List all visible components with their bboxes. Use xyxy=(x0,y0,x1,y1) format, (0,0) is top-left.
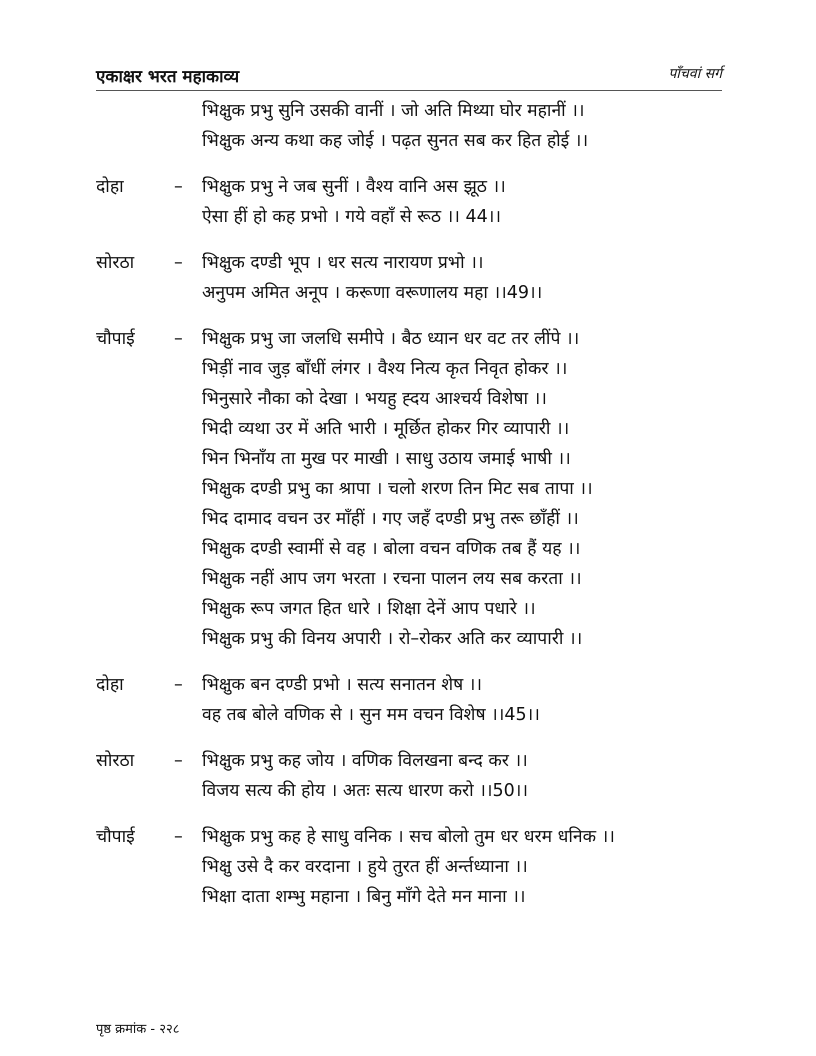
verse-line: भिक्षुक दण्डी भूप । धर सत्य नारायण प्रभो ।। xyxy=(202,253,484,273)
stanza-label: दोहा xyxy=(96,675,124,695)
stanza-label: सोरठा xyxy=(96,751,135,771)
section-title: पाँचवां सर्ग xyxy=(668,66,722,82)
verse-line: भिक्षुक प्रभु सुनि उसकी वानीं । जो अति मिथ्या घोर महानीं ।। xyxy=(202,101,585,121)
verse-line: भिड़ीं नाव जुड़ बाँधीं लंगर । वैश्य नित्य कृत निवृत होकर ।। xyxy=(202,359,568,379)
stanza-label: चौपाई xyxy=(96,329,135,349)
stanza-dash: – xyxy=(174,675,183,695)
stanza-continuation xyxy=(96,96,724,156)
verse-line: भिक्षुक प्रभु की विनय अपारी । रो–रोकर अति कर व्यापारी ।। xyxy=(202,629,583,649)
stanza-dash: – xyxy=(174,253,183,273)
stanza-label: दोहा xyxy=(96,177,124,197)
stanza-label: सोरठा xyxy=(96,253,135,273)
verse-line: भिद दामाद वचन उर माँहीं । गए जहँ दण्डी प्रभु तरू छाँहीं ।। xyxy=(202,509,579,529)
verse-line: भिक्षुक प्रभु कह हे साधु वनिक । सच बोलो तुम धर धरम धनिक ।। xyxy=(202,827,615,847)
verse-line: भिन भिनाँय ता मुख पर माखी । साधु उठाय जमाई भाषी ।। xyxy=(202,449,571,469)
verse-line: भिक्षु उसे दै कर वरदाना । हुये तुरत हीं अर्न्तध्याना ।। xyxy=(202,857,528,877)
verse-line: अनुपम अमित अनूप । करूणा वरूणालय महा ।।49।। xyxy=(202,283,543,303)
verse-line: वह तब बोले वणिक से । सुन मम वचन विशेष ।।45।। xyxy=(202,705,540,725)
stanza-dash: – xyxy=(174,827,183,847)
verse-line: भिनुसारे नौका को देखा । भयहु ह्दय आश्चर्य विशेषा ।। xyxy=(202,389,547,409)
verse-line: भिक्षुक रूप जगत हित धारे । शिक्षा देनें आप पधारे ।। xyxy=(202,599,536,619)
stanza-sortha xyxy=(96,746,724,806)
stanza-sortha xyxy=(96,248,724,308)
verse-line: भिक्षुक प्रभु जा जलधि समीपे । बैठ ध्यान धर वट तर लींपे ।। xyxy=(202,329,580,349)
stanza-dash: – xyxy=(174,177,183,197)
verse-line: भिक्षुक अन्य कथा कह जोई । पढ़त सुनत सब कर हित होई ।। xyxy=(202,131,589,151)
verse-line: भिक्षुक दण्डी प्रभु का श्रापा । चलो शरण तिन मिट सब तापा ।। xyxy=(202,479,593,499)
verse-line: भिदी व्यथा उर में अति भारी । मूर्छित होकर गिर व्यापारी ।। xyxy=(202,419,570,439)
stanza-doha xyxy=(96,670,724,730)
verse-line: भिक्षा दाता शम्भु महाना । बिनु माँगे देते मन माना ।। xyxy=(202,887,526,907)
verse-line: भिक्षुक प्रभु कह जोय । वणिक विलखना बन्द कर ।। xyxy=(202,751,528,771)
book-title: एकाक्षर भरत महाकाव्य xyxy=(96,67,240,87)
header-divider xyxy=(96,90,722,91)
verse-line: भिक्षुक प्रभु ने जब सुनीं । वैश्य वानि अस झूठ ।। xyxy=(202,177,506,197)
verse-line: ऐसा हीं हो कह प्रभो । गये वहाँ से रूठ ।। 44।। xyxy=(202,207,501,227)
verse-body xyxy=(96,96,724,928)
stanza-label: चौपाई xyxy=(96,827,135,847)
verse-line: विजय सत्य की होय । अतः सत्य धारण करो ।।50।। xyxy=(202,781,529,801)
stanza-dash: – xyxy=(174,329,183,349)
stanza-doha xyxy=(96,172,724,232)
verse-line: भिक्षुक दण्डी स्वामीं से वह । बोला वचन वणिक तब हैं यह ।। xyxy=(202,539,581,559)
verse-line: भिक्षुक बन दण्डी प्रभो । सत्य सनातन शेष ।। xyxy=(202,675,483,695)
verse-line: भिक्षुक नहीं आप जग भरता । रचना पालन लय सब करता ।। xyxy=(202,569,582,589)
stanza-chaupai xyxy=(96,822,724,912)
stanza-dash: – xyxy=(174,751,183,771)
stanza-chaupai xyxy=(96,324,724,654)
page-number: पृष्ठ क्रमांक - २२८ xyxy=(96,1022,180,1037)
